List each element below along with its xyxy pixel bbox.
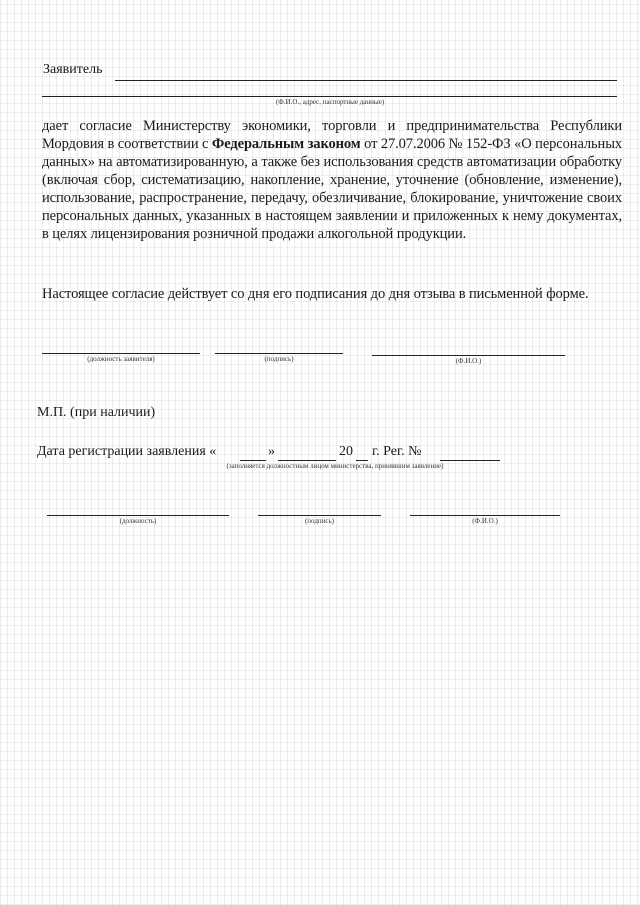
applicant-name-caption: (Ф.И.О.)	[455, 357, 482, 365]
applicant-label: Заявитель	[43, 62, 103, 77]
official-position-line	[47, 515, 229, 516]
registration-number-line	[440, 460, 500, 461]
registration-prefix: Дата регистрации заявления «	[37, 444, 217, 459]
registration-number-label: г. Рег. №	[372, 444, 422, 459]
consent-text-part2: от 27.07.2006 № 152-ФЗ «О персональных данных» на автоматизированную, а также без использования средств автоматизации обработку (включая сбор, систематизацию, накопление, хранение, уточнение (обновление, изменение), использование, распространение, передачу, обезличивание, блокирование, уничтожение своих персональных данных, указанных в настоящем заявлении и приложенных к нему документах, в целях лицензирования розничной продажи алкогольной продукции.	[42, 136, 623, 242]
applicant-position-line	[42, 353, 200, 354]
official-position-caption: (должность)	[119, 517, 157, 525]
applicant-caption: (Ф.И.О., адрес, паспортные данные)	[275, 98, 385, 106]
registration-quote-close: »	[268, 444, 275, 459]
registration-year-prefix: 20	[339, 444, 353, 459]
registration-year-line	[356, 460, 368, 461]
applicant-line-2	[42, 96, 617, 97]
applicant-signature-line	[215, 353, 343, 354]
registration-day-line	[240, 460, 266, 461]
official-signature-caption: (подпись)	[304, 517, 335, 525]
applicant-position-caption: (должность заявителя)	[87, 355, 155, 363]
official-name-line	[410, 515, 560, 516]
applicant-line-1	[115, 80, 617, 81]
consent-text-part1: дает согласие Министерству экономики, торговли и предпринимательства Республики Мордовия в соответствии с	[42, 118, 622, 152]
consent-law-bold: Федеральным законом	[211, 136, 361, 152]
applicant-signature-caption: (подпись)	[264, 355, 294, 363]
official-name-caption: (Ф.И.О.)	[472, 517, 498, 525]
validity-paragraph: Настоящее согласие действует со дня его подписания до дня отзыва в письменной форме.	[42, 286, 589, 302]
applicant-name-line	[372, 355, 565, 356]
official-signature-line	[258, 515, 381, 516]
registration-month-line	[278, 460, 336, 461]
registration-caption: (заполняется должностным лицом министерства, принявшим заявление)	[226, 462, 444, 470]
seal-note: М.П. (при наличии)	[37, 405, 156, 420]
consent-paragraph	[42, 117, 622, 243]
